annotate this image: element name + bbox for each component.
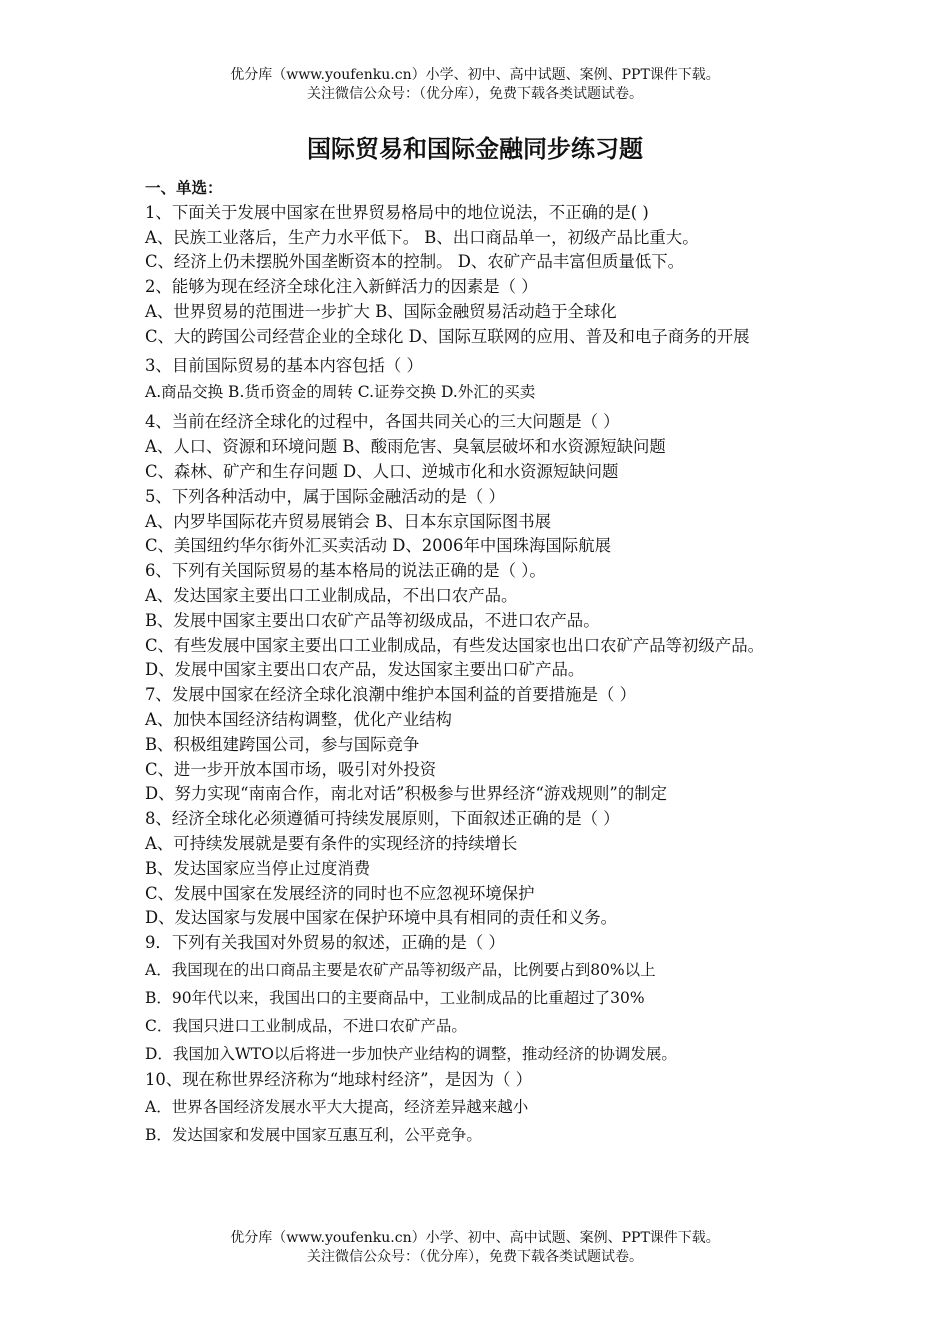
q1-options-cd: C、经济上仍未摆脱外国垄断资本的控制。 D、农矿产品丰富但质量低下。 [145, 252, 684, 272]
q10-option-b: B．发达国家和发展中国家互惠互利，公平竞争。 [145, 1125, 482, 1144]
page-footer [0, 1229, 950, 1267]
question-8: 8、经济全球化必须遵循可持续发展原则，下面叙述正确的是（ ） [145, 809, 620, 829]
q2-options-ab: A、世界贸易的范围进一步扩大 B、国际金融贸易活动趋于全球化 [145, 301, 617, 321]
q3-options: A.商品交换 B.货币资金的周转 C.证券交换 D.外汇的买卖 [145, 383, 536, 402]
q4-options-ab: A、人口、资源和环境问题 B、酸雨危害、臭氧层破坏和水资源短缺问题 [145, 437, 666, 457]
q7-option-b: B、积极组建跨国公司，参与国际竞争 [145, 734, 420, 754]
header-line-2: 关注微信公众号：（优分库），免费下载各类试题试卷。 [307, 86, 643, 102]
header-line-1: 优分库（www.youfenku.cn）小学、初中、高中试题、案例、PPT课件下载。 [230, 67, 720, 83]
q9-option-d: D．我国加入WTO以后将进一步加快产业结构的调整，推动经济的协调发展。 [145, 1044, 677, 1063]
q2-options-cd: C、大的跨国公司经营企业的全球化 D、国际互联网的应用、普及和电子商务的开展 [145, 326, 750, 346]
question-5: 5、下列各种活动中，属于国际金融活动的是（ ） [145, 486, 505, 506]
question-1: 1、下面关于发展中国家在世界贸易格局中的地位说法，不正确的是( ) [145, 202, 649, 222]
footer-line-1: 优分库（www.youfenku.cn）小学、初中、高中试题、案例、PPT课件下载。 [230, 1230, 720, 1246]
q9-option-a: A．我国现在的出口商品主要是农矿产品等初级产品，比例要占到80%以上 [145, 960, 656, 979]
section-heading: 一、单选： [145, 179, 223, 197]
question-4: 4、当前在经济全球化的过程中，各国共同关心的三大问题是（ ） [145, 412, 620, 432]
question-2: 2、能够为现在经济全球化注入新鲜活力的因素是（ ） [145, 277, 538, 297]
page-header [0, 66, 950, 104]
q8-option-d: D、发达国家与发展中国家在保护环境中具有相同的责任和义务。 [145, 908, 618, 928]
q5-options-ab: A、内罗毕国际花卉贸易展销会 B、日本东京国际图书展 [145, 511, 552, 531]
q7-option-a: A、加快本国经济结构调整，优化产业结构 [145, 709, 452, 729]
q8-option-b: B、发达国家应当停止过度消费 [145, 858, 371, 878]
q9-option-b: B．90年代以来，我国出口的主要商品中，工业制成品的比重超过了30% [145, 988, 645, 1007]
question-6: 6、下列有关国际贸易的基本格局的说法正确的是（ ）。 [145, 561, 546, 581]
q7-option-c: C、进一步开放本国市场，吸引对外投资 [145, 759, 437, 779]
question-9: 9．下列有关我国对外贸易的叙述，正确的是（ ） [145, 933, 505, 953]
q6-option-d: D、发展中国家主要出口农产品，发达国家主要出口矿产品。 [145, 660, 585, 680]
q6-option-c: C、有些发展中国家主要出口工业制成品，有些发达国家也出口农矿产品等初级产品。 [145, 635, 764, 655]
question-7: 7、发展中国家在经济全球化浪潮中维护本国利益的首要措施是（ ） [145, 685, 636, 705]
q1-options-ab: A、民族工业落后，生产力水平低下。 B、出口商品单一，初级产品比重大。 [145, 227, 699, 247]
q5-options-cd: C、美国纽约华尔街外汇买卖活动 D、2006年中国珠海国际航展 [145, 536, 611, 556]
q10-option-a: A．世界各国经济发展水平大大提高，经济差异越来越小 [145, 1097, 529, 1116]
question-10: 10、现在称世界经济称为“地球村经济”，是因为（ ） [145, 1069, 533, 1089]
footer-line-2: 关注微信公众号：（优分库），免费下载各类试题试卷。 [307, 1249, 643, 1265]
q7-option-d: D、努力实现“南南合作，南北对话”积极参与世界经济“游戏规则”的制定 [145, 784, 667, 804]
document-title: 国际贸易和国际金融同步练习题 [307, 135, 643, 163]
q8-option-c: C、发展中国家在发展经济的同时也不应忽视环境保护 [145, 883, 535, 903]
question-body [145, 176, 817, 1149]
question-3: 3、目前国际贸易的基本内容包括（ ） [145, 355, 423, 375]
q6-option-a: A、发达国家主要出口工业制成品，不出口农产品。 [145, 585, 518, 605]
q4-options-cd: C、森林、矿产和生存问题 D、人口、逆城市化和水资源短缺问题 [145, 461, 619, 481]
q9-option-c: C．我国只进口工业制成品，不进口农矿产品。 [145, 1016, 467, 1035]
q6-option-b: B、发展中国家主要出口农矿产品等初级成品，不进口农产品。 [145, 610, 600, 630]
q8-option-a: A、可持续发展就是要有条件的实现经济的持续增长 [145, 833, 518, 853]
